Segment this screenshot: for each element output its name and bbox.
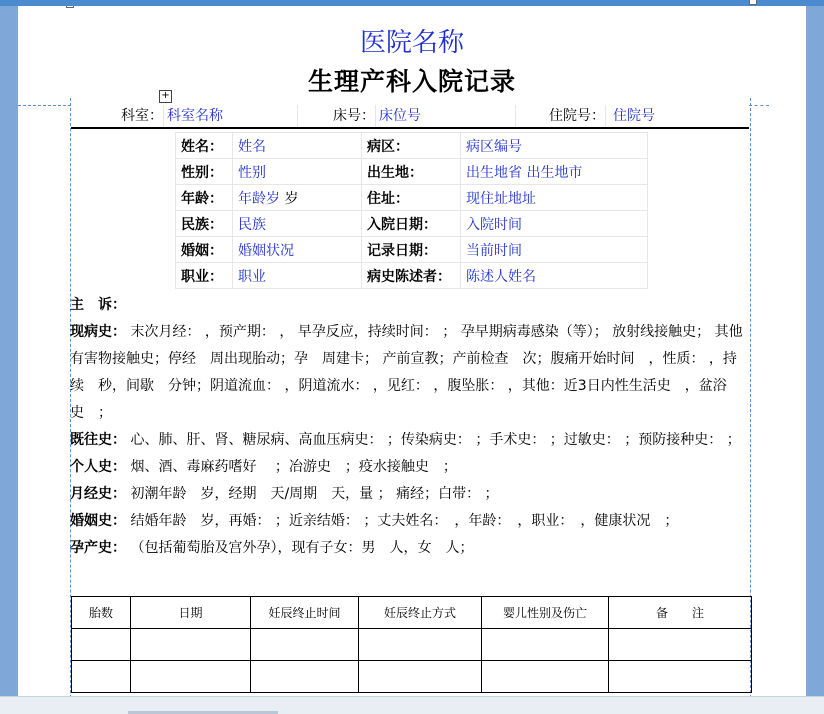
section-label: 现病史： <box>70 324 126 340</box>
patient-info-table <box>175 132 648 289</box>
table-header-row <box>72 597 752 629</box>
section-text: 初潮年龄 岁，经期 天/周期 天，量 ； 痛经；白带： ； <box>126 486 499 502</box>
record-body[interactable] <box>70 292 750 562</box>
address-value[interactable]: 现住址地址 <box>461 185 648 211</box>
page-title: 生理产科入院记录 <box>307 67 516 96</box>
document-page <box>18 6 806 696</box>
table-cell[interactable] <box>359 661 482 693</box>
table-move-icon[interactable]: + <box>159 90 172 103</box>
section-text: 末次月经： ，预产期： ， 早孕反应，持续时间： ； 孕早期病毒感染（等）； 放射线接触史； 其他有害物接触史；停经 周出现胎动；孕 周建卡； 产前宣教；产前检查 次；腹痛开始时间 ，性质： ，持续 秒，间歇 分钟；阴道流血： ，阴道流水： ，见红： ，腹坠胀： ，其他：近3日内性生活史 ，盆浴史 ； <box>70 324 743 421</box>
section-text: （包括葡萄胎及宫外孕），现有子女：男 人，女 人； <box>126 540 474 556</box>
birthplace-label: 出生地： <box>362 159 461 185</box>
occupation-label: 职业： <box>176 263 233 289</box>
ethnicity-label: 民族： <box>176 211 233 237</box>
status-bar <box>0 696 824 714</box>
chief-complaint <box>70 292 750 319</box>
admission-date-label: 入院日期： <box>362 211 461 237</box>
table-row <box>176 185 648 211</box>
birthplace-value[interactable]: 出生地省 出生地市 <box>461 159 648 185</box>
marriage-history <box>70 508 750 535</box>
resize-handle[interactable] <box>66 6 74 8</box>
sex-label: 性别： <box>176 159 233 185</box>
header-rule <box>71 127 749 129</box>
admission-no-value[interactable]: 住院号 <box>613 108 655 124</box>
narrator-value[interactable]: 陈述人姓名 <box>461 263 648 289</box>
section-label: 主 诉： <box>70 297 126 313</box>
bed-value[interactable]: 床位号 <box>375 105 516 127</box>
address-label: 住址： <box>362 185 461 211</box>
table-cell[interactable] <box>131 629 251 661</box>
section-label: 月经史： <box>70 486 126 502</box>
occupation-value[interactable]: 职业 <box>233 263 362 289</box>
col-header: 胎数 <box>72 597 131 629</box>
dept-row <box>71 105 749 127</box>
section-text: 烟、酒、毒麻药嗜好 ；冶游史 ；疫水接触史 ； <box>126 459 457 475</box>
age-cell[interactable] <box>233 185 362 211</box>
table-row <box>176 263 648 289</box>
table-cell[interactable] <box>131 661 251 693</box>
col-header: 妊辰终止时间 <box>251 597 359 629</box>
sex-value[interactable]: 性别 <box>233 159 362 185</box>
table-cell[interactable] <box>72 661 131 693</box>
resize-handle[interactable] <box>749 0 757 5</box>
obstetric-history <box>70 535 750 562</box>
dept-label: 科室： <box>71 105 164 127</box>
age-label: 年龄： <box>176 185 233 211</box>
col-header: 备 注 <box>609 597 752 629</box>
col-header: 日期 <box>131 597 251 629</box>
name-value[interactable]: 姓名 <box>233 133 362 159</box>
col-header: 婴儿性别及伤亡 <box>482 597 609 629</box>
table-cell[interactable] <box>609 629 752 661</box>
name-label: 姓名： <box>176 133 233 159</box>
table-cell[interactable] <box>359 629 482 661</box>
section-text: 结婚年龄 岁，再婚： ；近亲结婚： ；丈夫姓名： ，年龄： ，职业： ，健康状况 ； <box>126 513 679 529</box>
narrator-label: 病史陈述者： <box>362 263 461 289</box>
ethnicity-value[interactable]: 民族 <box>233 211 362 237</box>
table-cell[interactable] <box>72 629 131 661</box>
bed-label: 床号： <box>297 105 376 127</box>
section-label: 婚姻史： <box>70 513 126 529</box>
ward-label: 病区： <box>362 133 461 159</box>
section-label: 既往史： <box>70 432 126 448</box>
dept-value[interactable]: 科室名称 <box>163 105 298 127</box>
table-row <box>176 211 648 237</box>
birth-history-table <box>71 596 752 693</box>
section-label: 孕产史： <box>70 540 126 556</box>
table-row <box>72 629 752 661</box>
section-text: 心、肺、肝、肾、糖尿病、高血压病史： ；传染病史： ；手术史： ；过敏史： ；预防接种史： ； <box>126 432 741 448</box>
marital-value[interactable]: 婚姻状况 <box>233 237 362 263</box>
menstrual-history <box>70 481 750 508</box>
table-row <box>176 237 648 263</box>
present-illness <box>70 319 750 427</box>
table-row <box>176 133 648 159</box>
margin-guide <box>18 105 71 106</box>
table-cell[interactable] <box>482 629 609 661</box>
table-cell[interactable] <box>609 661 752 693</box>
table-cell[interactable] <box>251 661 359 693</box>
age-unit: 岁 <box>280 190 299 207</box>
personal-history <box>70 454 750 481</box>
hospital-name: 医院名称 <box>359 28 464 58</box>
admission-no-label: 住院号： <box>515 105 606 127</box>
past-history <box>70 427 750 454</box>
record-date-value[interactable]: 当前时间 <box>461 237 648 263</box>
table-cell[interactable] <box>482 661 609 693</box>
record-date-label: 记录日期： <box>362 237 461 263</box>
marital-label: 婚姻： <box>176 237 233 263</box>
section-label: 个人史： <box>70 459 126 475</box>
table-row <box>72 661 752 693</box>
table-cell[interactable] <box>251 629 359 661</box>
age-value: 年龄岁 <box>238 190 280 207</box>
ward-value[interactable]: 病区编号 <box>461 133 648 159</box>
col-header: 妊辰终止方式 <box>359 597 482 629</box>
admission-date-value[interactable]: 入院时间 <box>461 211 648 237</box>
table-row <box>176 159 648 185</box>
